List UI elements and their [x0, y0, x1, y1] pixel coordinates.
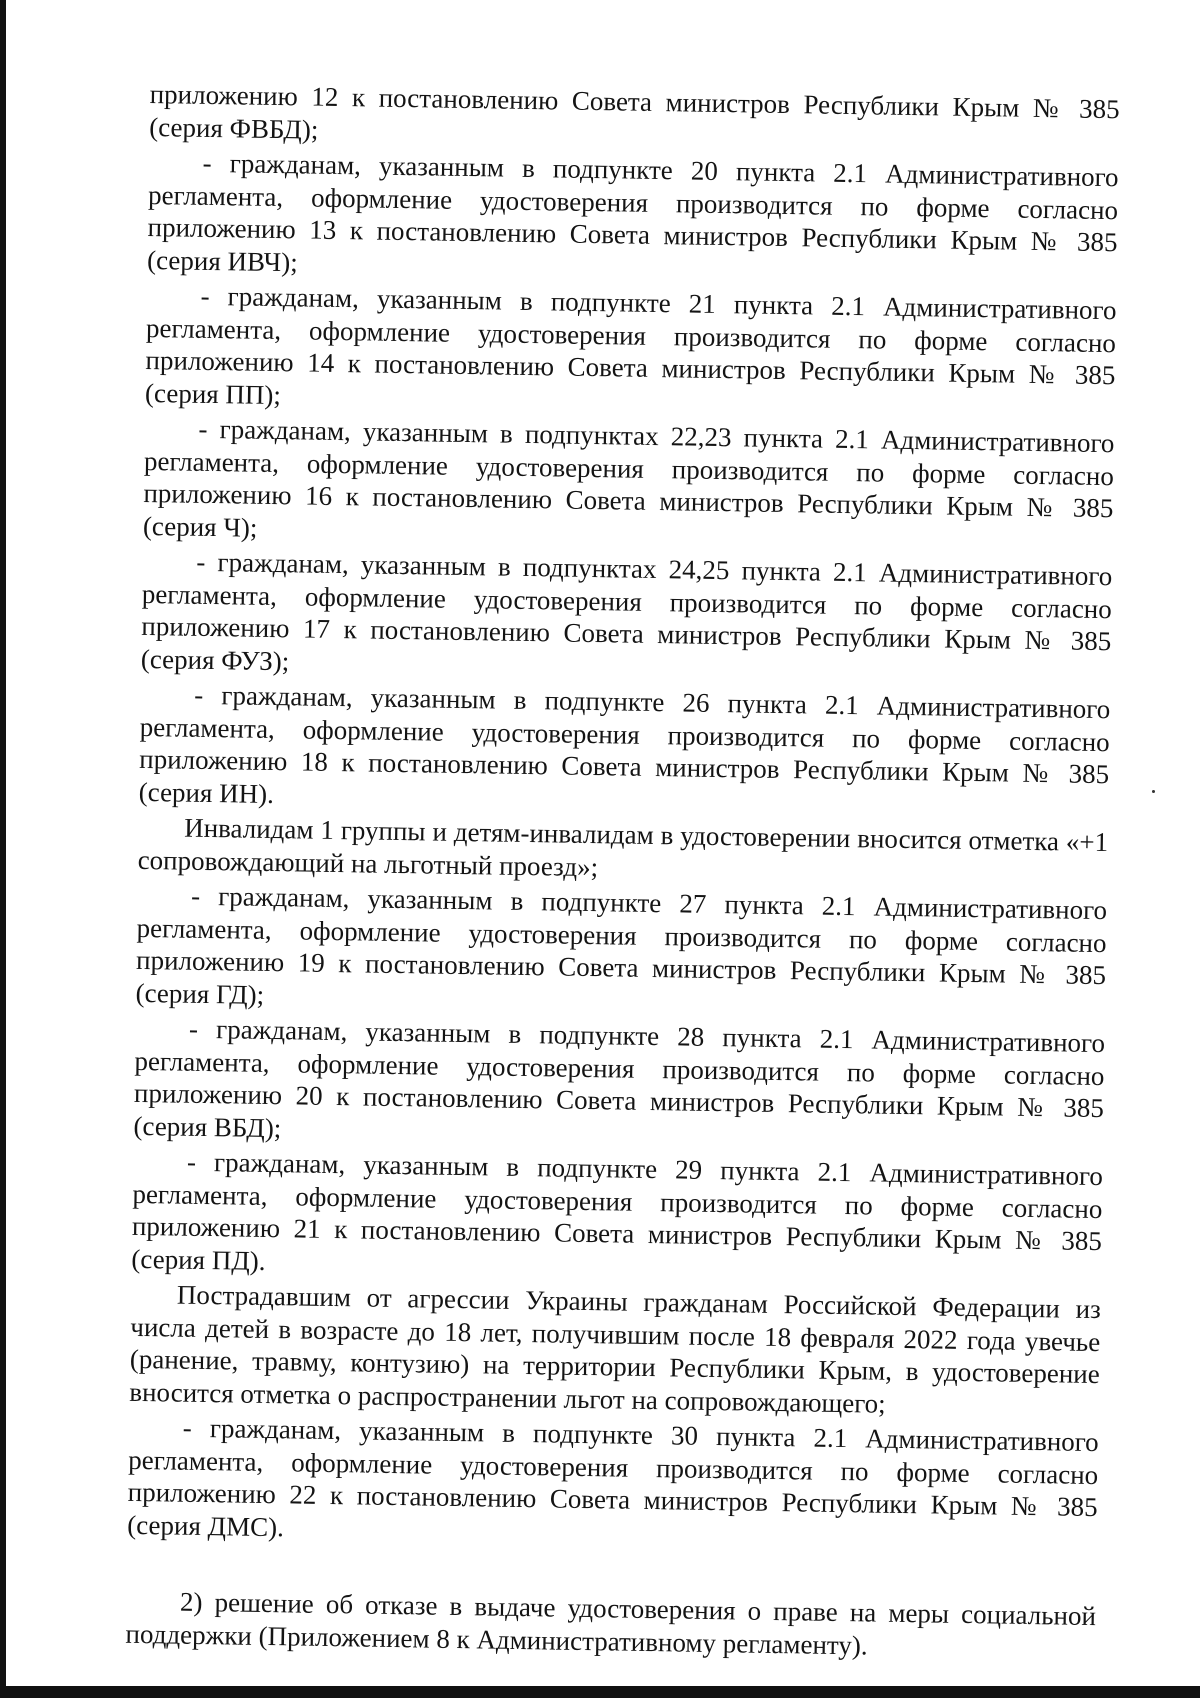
scan-speck [1152, 790, 1155, 793]
paragraph-subpoint-21: - гражданам, указанным в подпункте 21 пункта 2.1 Административного регламента, оформление удостоверения производится по форме согласно приложению 14 к постановлению Совета министров Республики Крым № 385 (серия ПП); [144, 280, 1117, 410]
paragraph-subpoint-29: - гражданам, указанным в подпункте 29 пункта 2.1 Административного регламента, оформление удостоверения производится по форме согласно приложению 21 к постановлению Совета министров Республики Крым № 385 (серия ПД). [131, 1146, 1104, 1276]
document-page [125, 78, 1120, 1665]
paragraph-subpoint-28: - гражданам, указанным в подпункте 28 пункта 2.1 Административного регламента, оформление удостоверения производится по форме согласно приложению 20 к постановлению Совета министров Республики Крым № 385 (серия ВБД); [133, 1013, 1106, 1143]
paragraph-subpoints-22-23: - гражданам, указанным в подпунктах 22,23 пункта 2.1 Административного регламента, оформление удостоверения производится по форме согласно приложению 16 к постановлению Совета министров Республики Крым № 385 (серия Ч); [142, 413, 1115, 543]
paragraph-disabled-note: Инвалидам 1 группы и детям-инвалидам в удостоверении вносится отметка «+1 сопровождающий на льготный проезд»; [137, 812, 1109, 882]
paragraph-series-fvbd-continuation: приложению 12 к постановлению Совета министров Республики Крым № 385 (серия ФВБД); [149, 78, 1120, 145]
paragraph-subpoint-20: - гражданам, указанным в подпункте 20 пункта 2.1 Административного регламента, оформление удостоверения производится по форме согласно приложению 13 к постановлению Совета министров Республики Крым № 385 (серия ИВЧ); [146, 147, 1119, 277]
paragraph-subpoint-26: - гражданам, указанным в подпункте 26 пункта 2.1 Административного регламента, оформление удостоверения производится по форме согласно приложению 18 к постановлению Совета министров Республики Крым № 385 (серия ИН). [138, 679, 1111, 809]
paragraph-subpoint-27: - гражданам, указанным в подпункте 27 пункта 2.1 Административного регламента, оформление удостоверения производится по форме согласно приложению 19 к постановлению Совета министров Республики Крым № 385 (серия ГД); [135, 880, 1108, 1010]
scan-bottom-border [0, 1686, 1200, 1698]
paragraph-subpoint-30: - гражданам, указанным в подпункте 30 пункта 2.1 Административного регламента, оформление удостоверения производится по форме согласно приложению 22 к постановлению Совета министров Республики Крым № 385 (серия ДМС). [127, 1412, 1099, 1542]
paragraph-subpoints-24-25: - гражданам, указанным в подпунктах 24,25 пункта 2.1 Административного регламента, оформление удостоверения производится по форме согласно приложению 17 к постановлению Совета министров Республики Крым № 385 (серия ФУЗ); [140, 546, 1113, 676]
scan-left-border [0, 0, 6, 1698]
paragraph-refusal-decision: 2) решение об отказе в выдаче удостоверения о праве на меры социальной поддержки (Приложением 8 к Административному регламенту). [125, 1586, 1097, 1660]
paragraph-injured-children-note: Пострадавшим от агрессии Украины гражданам Российской Федерации из числа детей в возрасте до 18 лет, получившим после 18 февраля 2022 года увечье (ранение, травму, контузию) на территории Республики Крым, в удостоверение вносится отметка о распространении льгот на сопровождающего; [129, 1279, 1102, 1419]
